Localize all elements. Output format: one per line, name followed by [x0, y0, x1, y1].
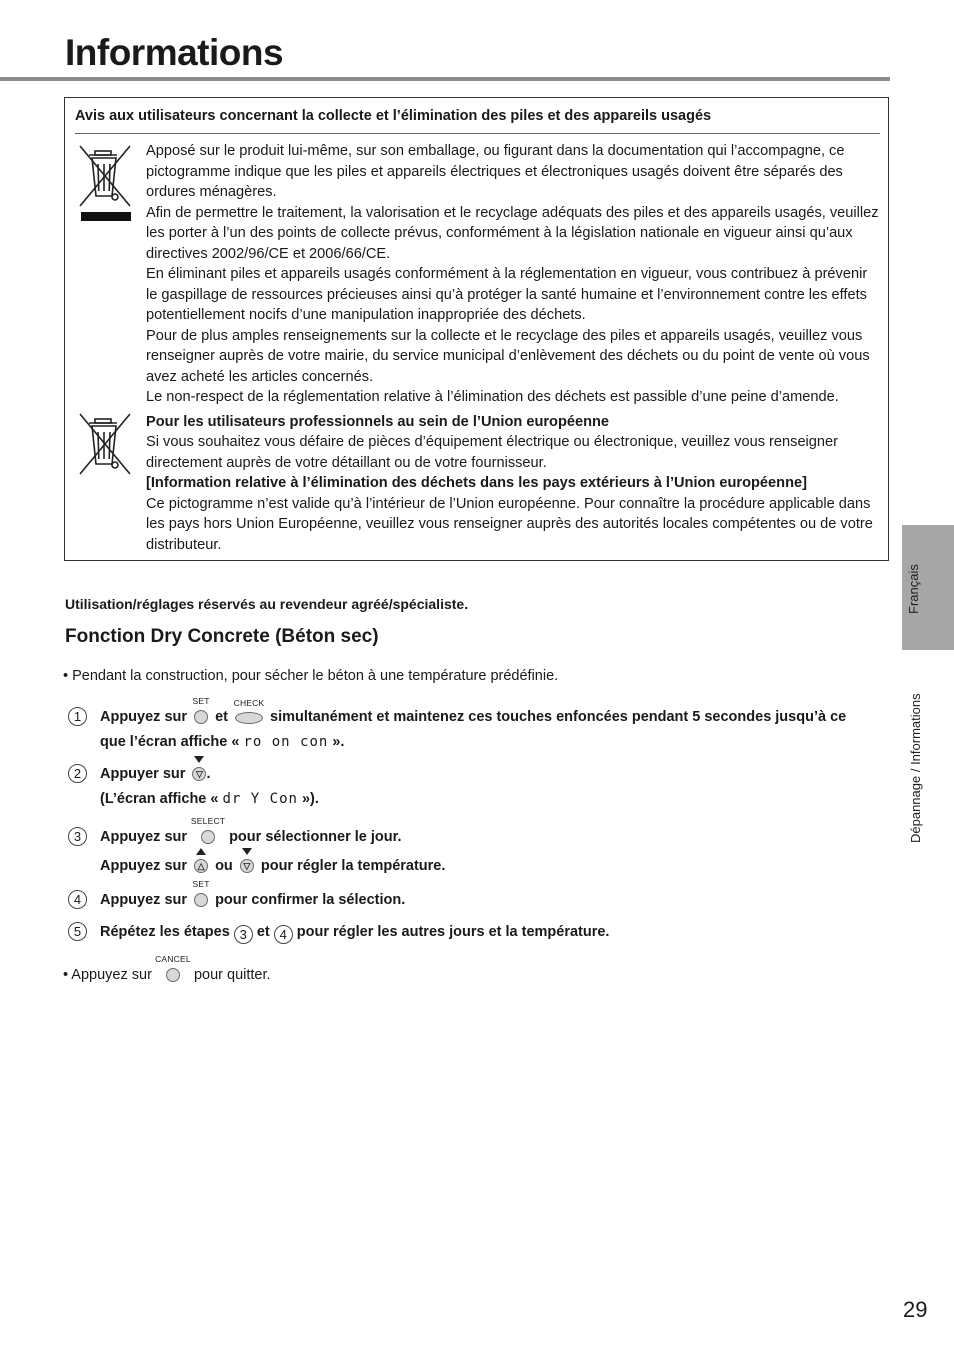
step-4-line-1: Appuyez sur SET pour confirmer la sélection.: [100, 879, 406, 908]
lcd-display-text: ro on con: [243, 734, 329, 750]
set-button[interactable]: SET: [194, 710, 208, 724]
page-number: 29: [903, 1297, 928, 1322]
professional-users-text: Si vous souhaitez vous défaire de pièces d’équipement électrique ou électronique, veuillez vous renseigner directement auprès de votre détaillant ou de votre fournisseur.: [146, 434, 839, 471]
step-5-line-1: Répétez les étapes 3 et 4 pour régler les autres jours et la température.: [100, 924, 610, 942]
crossed-out-bin-icon: [75, 411, 135, 477]
page-title: Informations: [65, 32, 284, 73]
up-button[interactable]: △: [194, 859, 208, 873]
quit-instruction: • Appuyez sur CANCEL pour quitter.: [63, 954, 271, 983]
down-button[interactable]: ▽: [192, 767, 206, 781]
set-button[interactable]: SET: [194, 893, 208, 907]
step-2-line-2: (L’écran affiche « dr Y Con »).: [100, 791, 319, 807]
notice-paragraph: Le non-respect de la réglementation relative à l’élimination des déchets est passible d’une peine d’amende.: [146, 389, 839, 405]
dealer-note: Utilisation/réglages réservés au revendeur agréé/spécialiste.: [65, 596, 469, 612]
disposal-notice-box: [64, 97, 889, 561]
section-intro: • Pendant la construction, pour sécher le béton à une température prédéfinie.: [63, 668, 559, 684]
notice-divider: [75, 133, 880, 134]
notice-heading: Avis aux utilisateurs concernant la collecte et l’élimination des piles et des appareils usagés: [75, 108, 712, 124]
professional-users-heading: Pour les utilisateurs professionnels au sein de l’Union européenne: [146, 413, 610, 430]
step-1-line-2: que l’écran affiche « ro on con ».: [100, 734, 345, 750]
notice-paragraph: Afin de permettre le traitement, la valorisation et le recyclage adéquats des piles et des appareils usagés, veuillez les porter à l’un des points de collecte prévus, conformément à la législation nationale en vigueur ainsi qu’aux directives 2002/96/CE et 2006/66/CE.: [146, 204, 879, 262]
notice-paragraph: Pour de plus amples renseignements sur la collecte et le recyclage des piles et appareils usagés, veuillez vous renseigner auprès de votre mairie, du service municipal d’enlèvement des déchets ou du point de vente où vous avez acheté les articles concernés.: [146, 327, 870, 385]
step-number: 2: [68, 764, 87, 783]
cancel-button[interactable]: CANCEL: [166, 968, 180, 982]
step-number: 4: [68, 890, 87, 909]
step-1-line-1: Appuyez sur SET et CHECK simultanément et maintenez ces touches enfoncées pendant 5 secondes jusqu’à ce: [100, 696, 847, 725]
step-3-line-2: Appuyez sur △ ou ▽ pour régler la température.: [100, 858, 445, 874]
crossed-out-bin-with-bar-icon: [75, 143, 135, 225]
lcd-display-text: dr Y Con: [222, 791, 298, 807]
title-rule: [0, 77, 890, 81]
select-button[interactable]: SELECT: [201, 830, 215, 844]
section-side-label: Dépannage / Informations: [908, 693, 923, 843]
step-reference: 4: [274, 925, 293, 944]
step-2-line-1: Appuyer sur ▽ .: [100, 766, 210, 782]
notice-body: [146, 141, 881, 555]
notice-paragraph: En éliminant piles et appareils usagés conformément à la réglementation en vigueur, vous contribuez à prévenir le gaspillage de ressources précieuses ainsi qu’à protéger la santé humaine et l’environnement contre les effets potentiellement nocifs d’une manipulation inappropriée des déchets.: [146, 266, 868, 323]
check-button[interactable]: CHECK: [235, 712, 263, 724]
step-reference: 3: [234, 925, 253, 944]
step-3-line-1: Appuyez sur SELECT pour sélectionner le jour.: [100, 816, 402, 845]
down-button[interactable]: ▽: [240, 859, 254, 873]
step-number: 5: [68, 922, 87, 941]
language-tab-label: Français: [906, 564, 921, 614]
section-heading: Fonction Dry Concrete (Béton sec): [65, 626, 379, 647]
notice-paragraph: Apposé sur le produit lui-même, sur son emballage, ou figurant dans la documentation qui l’accompagne, ce pictogramme indique que les piles et appareils électriques et électroniques usagés doivent être séparés des ordures ménagères.: [146, 143, 845, 200]
outside-eu-heading: [Information relative à l’élimination des déchets dans les pays extérieurs à l’Union européenne]: [146, 475, 807, 491]
outside-eu-text: Ce pictogramme n’est valide qu’à l’intérieur de l’Union européenne. Pour connaître la procédure applicable dans les pays hors Union Européenne, veuillez vous renseigner auprès des autorités locales compétentes ou de votre distributeur.: [146, 495, 873, 553]
step-number: 1: [68, 707, 87, 726]
step-number: 3: [68, 827, 87, 846]
